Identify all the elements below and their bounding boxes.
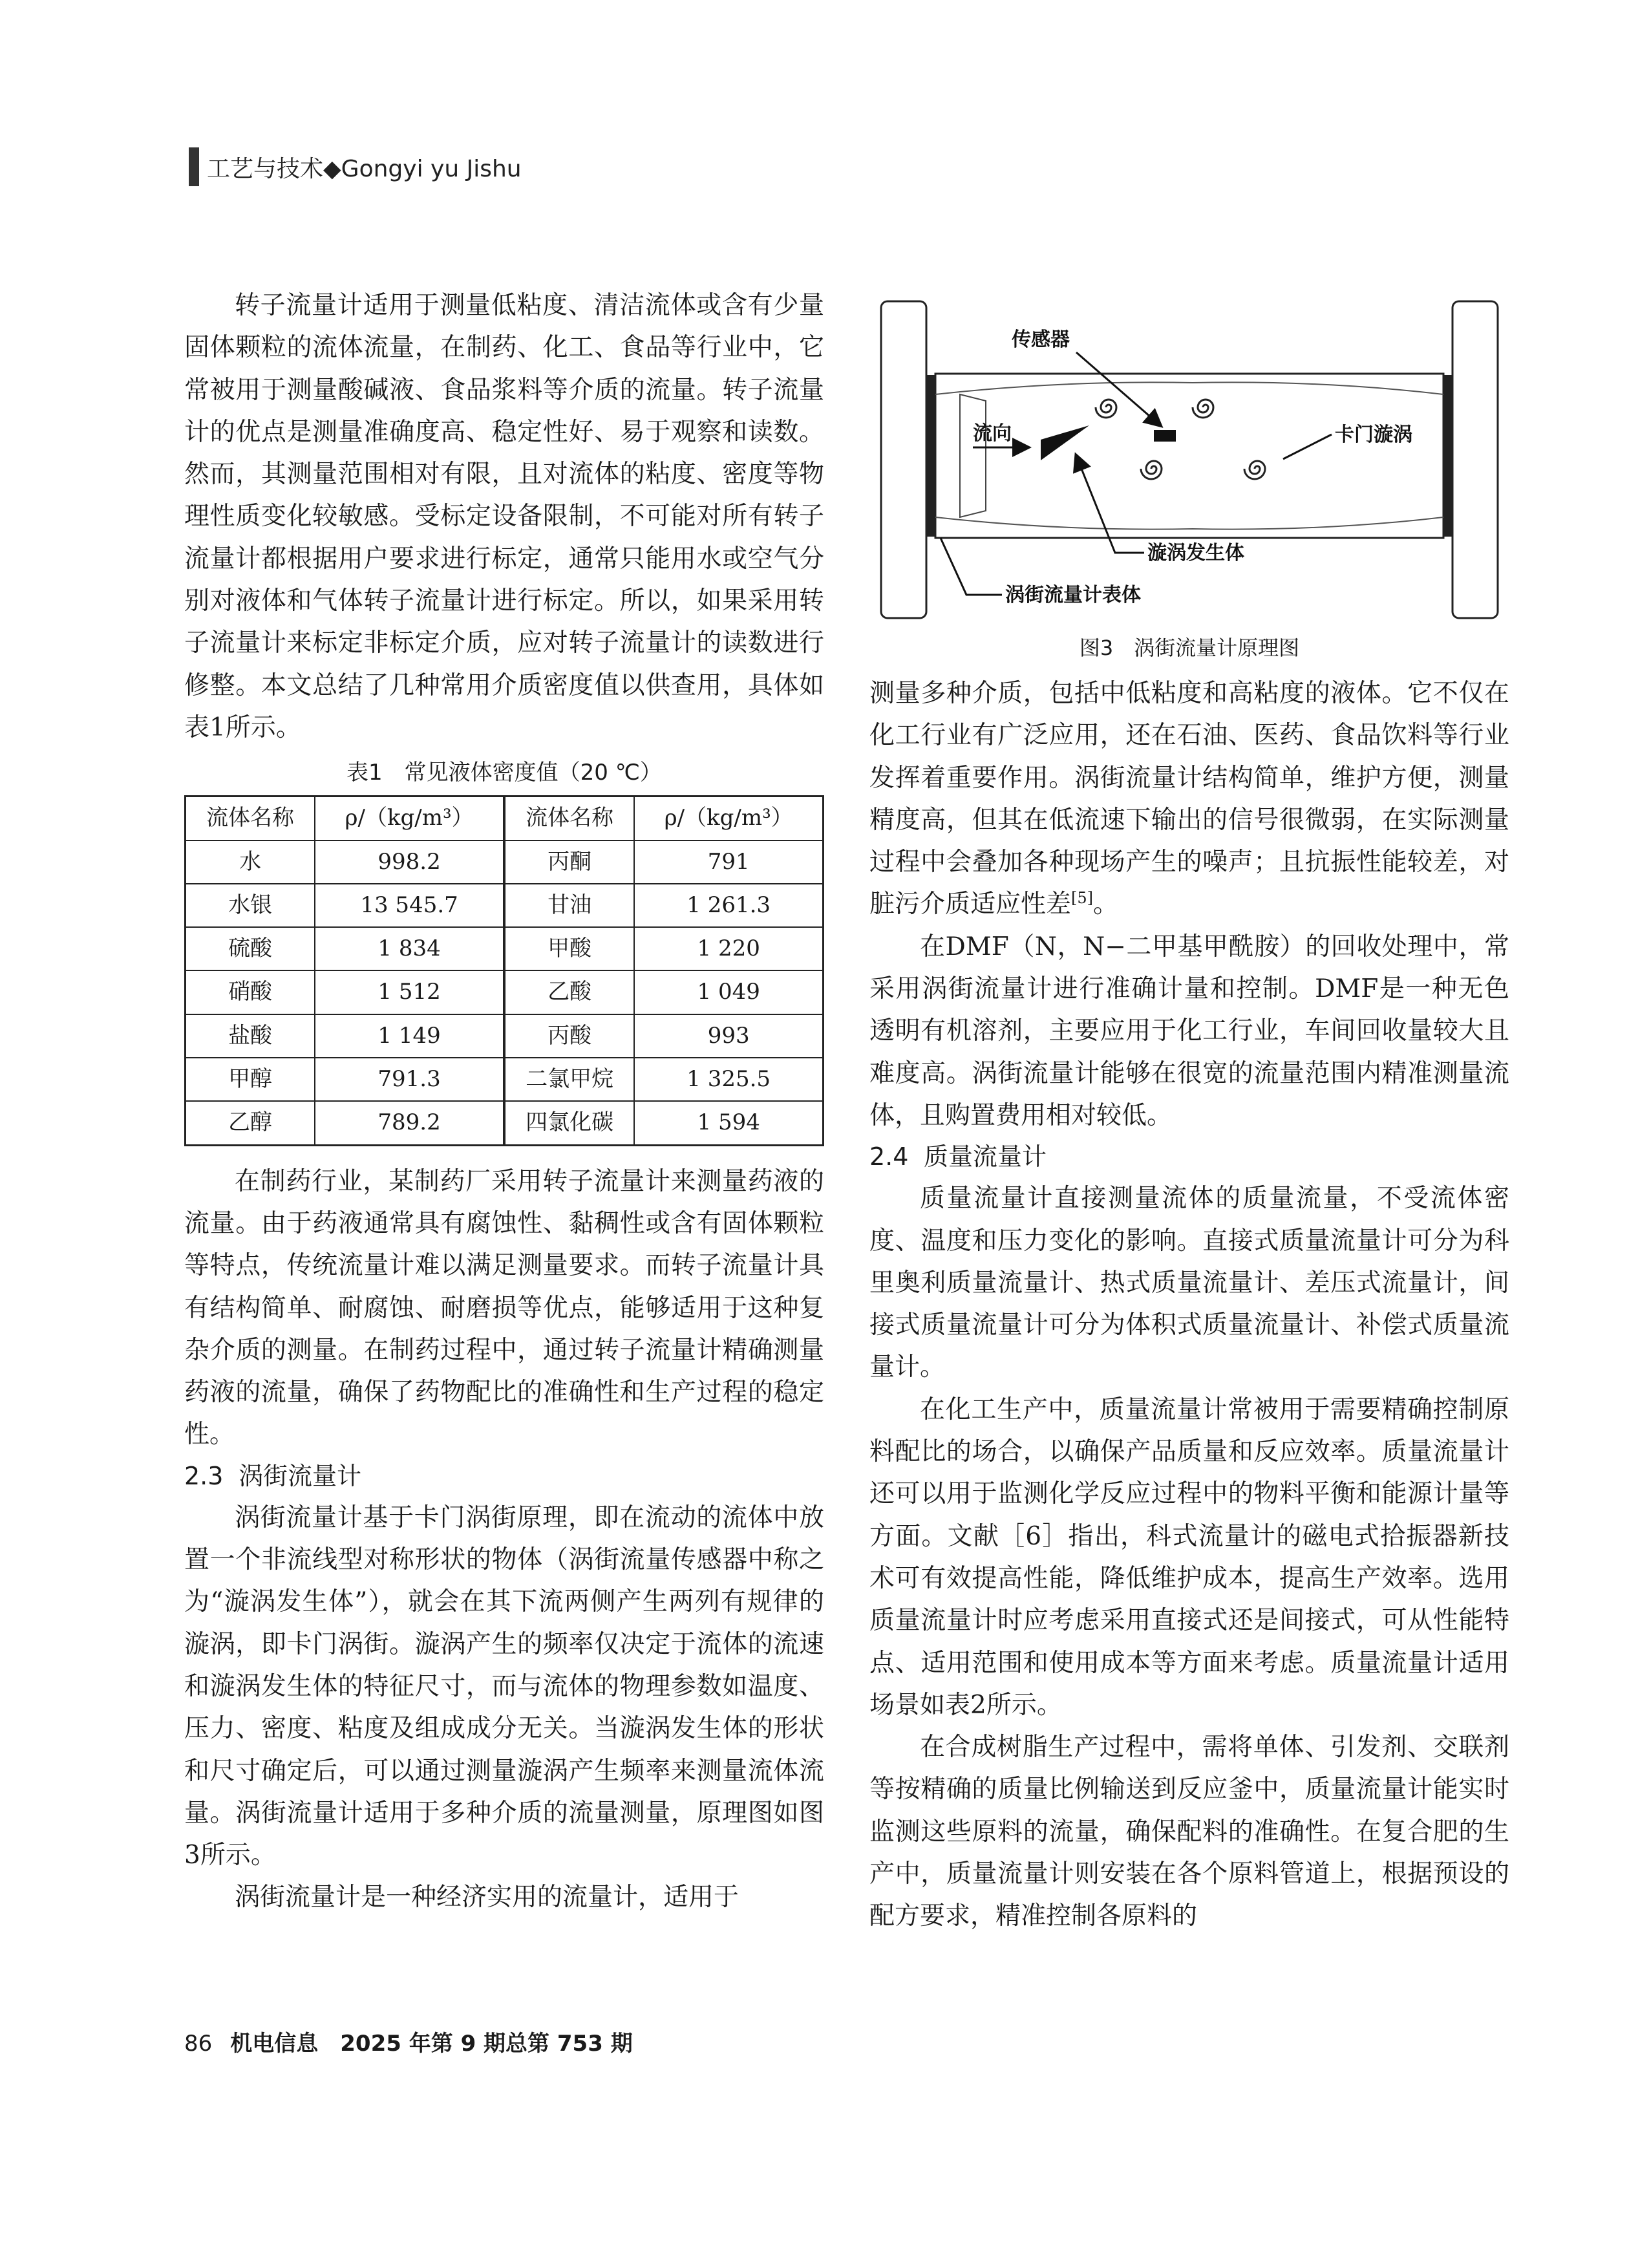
line-body: [941, 538, 1002, 595]
section-number: 2.3: [184, 1461, 224, 1490]
label-flow: 流向: [973, 422, 1012, 445]
table-cell: 水银: [186, 884, 315, 927]
paragraph: 在DMF（N，N−二甲基甲酰胺）的回收处理中，常采用涡街流量计进行准确计量和控制。DMF是一种无色透明有机溶剂，主要应用于化工行业，车间回收量较大且难度高。涡街流量计能够在很宽的流量范围内精准测量流体，且购置费用相对较低。: [869, 932, 1509, 1130]
figure-caption: 图3 涡街流量计原理图: [1079, 636, 1300, 660]
table-cell: 硝酸: [186, 970, 315, 1014]
vortex-flowmeter-diagram: [869, 297, 1509, 621]
table-cell: 791: [634, 840, 823, 884]
table-cell: 993: [634, 1014, 823, 1058]
table-row: [186, 1014, 824, 1058]
table-cell: 水: [186, 840, 315, 884]
table-row: [186, 1101, 824, 1145]
header-bar: [189, 147, 199, 186]
section-number: 2.4: [869, 1142, 909, 1171]
paragraph: 涡街流量计是一种经济实用的流量计，适用于: [235, 1883, 739, 1912]
table-header-row: [186, 797, 824, 840]
table-header-cell: ρ/（kg/m³）: [315, 797, 504, 840]
left-flange: [881, 301, 926, 618]
paragraph: 质量流量计直接测量流体的质量流量，不受流体密度、温度和压力变化的影响。直接式质量流量计可分为科里奥利质量流量计、热式质量流量计、差压式流量计，间接式质量流量计可分为体积式质量流量计、补偿式质量流量计。: [869, 1184, 1509, 1382]
table-cell: 盐酸: [186, 1014, 315, 1058]
table-cell: 1 220: [634, 927, 823, 970]
citation-ref: [5]: [1071, 889, 1094, 908]
table-cell: 1 834: [315, 927, 504, 970]
figure-3: [869, 297, 1509, 667]
left-gasket: [926, 375, 935, 537]
meter-body: [935, 374, 1443, 538]
label-body: 涡街流量计表体: [1005, 584, 1141, 606]
table-cell: 789.2: [315, 1101, 504, 1145]
right-flange: [1452, 301, 1498, 618]
running-header: [189, 147, 522, 186]
table-header-cell: 流体名称: [504, 797, 634, 840]
left-column: [184, 284, 824, 1919]
table-cell: 13 545.7: [315, 884, 504, 927]
label-karman: 卡门漩涡: [1335, 423, 1412, 446]
table-cell: 四氯化碳: [504, 1101, 634, 1145]
table-cell: 1 594: [634, 1101, 823, 1145]
section-heading-2-4: [869, 1137, 1509, 1177]
table-row: [186, 1058, 824, 1101]
section-title: 涡街流量计: [239, 1461, 362, 1490]
table-cell: 1 261.3: [634, 884, 823, 927]
table-cell: 1 325.5: [634, 1058, 823, 1101]
paragraph-text: 测量多种介质，包括中低粘度和高粘度的液体。它不仅在化工行业有广泛应用，还在石油、医药、食品饮料等行业发挥着重要作用。涡街流量计结构简单，维护方便，测量精度高，但其在低流速下输出的信号很微弱，在实际测量过程中会叠加各种现场产生的噪声；且抗振性能较差，对脏污介质适应性差: [869, 679, 1509, 919]
right-gasket: [1443, 375, 1452, 537]
table-cell: 1 049: [634, 970, 823, 1014]
header-text: 工艺与技术◆Gongyi yu Jishu: [207, 155, 522, 182]
paragraph: 在合成树脂生产过程中，需将单体、引发剂、交联剂等按精确的质量比例输送到反应釜中，质量流量计能实时监测这些原料的流量，确保配料的准确性。在复合肥的生产中，质量流量计则安装在各个原料管道上，根据预设的配方要求，精准控制各原料的: [869, 1733, 1509, 1931]
paragraph: 转子流量计适用于测量低粘度、清洁流体或含有少量固体颗粒的流体流量，在制药、化工、食品等行业中，它常被用于测量酸碱液、食品浆料等介质的流量。转子流量计的优点是测量准确度高、稳定性好、易于观察和读数。然而，其测量范围相对有限，且对流体的粘度、密度等物理性质变化较敏感。受标定设备限制，不可能对所有转子流量计都根据用户要求进行标定，通常只能用水或空气分别对液体和气体转子流量计进行标定。所以，如果采用转子流量计来标定非标定介质，应对转子流量计的读数进行修整。本文总结了几种常用介质密度值以供查用，具体如表1所示。: [184, 291, 824, 742]
sensor-shape: [1154, 430, 1176, 442]
paragraph: 在制药行业，某制药厂采用转子流量计来测量药液的流量。由于药液通常具有腐蚀性、黏稠性或含有固体颗粒等特点，传统流量计难以满足测量要求。而转子流量计具有结构简单、耐腐蚀、耐磨损等优点，能够适用于这种复杂介质的测量。在制药过程中，通过转子流量计精确测量药液的流量，确保了药物配比的准确性和生产过程的稳定性。: [184, 1166, 824, 1450]
table-cell: 乙醇: [186, 1101, 315, 1145]
label-generator: 漩涡发生体: [1147, 542, 1244, 564]
table-cell: 硫酸: [186, 927, 315, 970]
page-number: 86: [184, 2031, 213, 2057]
table-cell: 1 149: [315, 1014, 504, 1058]
paragraph: 涡街流量计基于卡门涡街原理，即在流动的流体中放置一个非流线型对称形状的物体（涡街流量传感器中称之为“漩涡发生体”），就会在其下流两侧产生两列有规律的漩涡，即卡门涡街。漩涡产生的频率仅决定于流体的流速和漩涡发生体的特征尺寸，而与流体的物理参数如温度、压力、密度、粘度及组成成分无关。当漩涡发生体的形状和尺寸确定后，可以通过测量漩涡产生频率来测量流体流量。涡街流量计适用于多种介质的流量测量，原理图如图3所示。: [184, 1503, 824, 1870]
section-heading-2-3: [184, 1456, 824, 1497]
table-row: [186, 970, 824, 1014]
table-cell: 甲醇: [186, 1058, 315, 1101]
inlet-cut: [960, 394, 986, 517]
table-cell: 丙酸: [504, 1014, 634, 1058]
table-cell: 甘油: [504, 884, 634, 927]
density-table: [184, 795, 824, 1146]
page-footer: [184, 2026, 633, 2057]
table-row: [186, 840, 824, 884]
table-row: [186, 927, 824, 970]
table-header-cell: 流体名称: [186, 797, 315, 840]
paragraph: [869, 672, 1509, 926]
table-cell: 丙酮: [504, 840, 634, 884]
table-cell: 791.3: [315, 1058, 504, 1101]
table-cell: 乙酸: [504, 970, 634, 1014]
label-sensor: 传感器: [1012, 328, 1070, 351]
paragraph: 在化工生产中，质量流量计常被用于需要精确控制原料配比的场合，以确保产品质量和反应效率。质量流量计还可以用于监测化学反应过程中的物料平衡和能源计量等方面。文献［6］指出，科式流量计的磁电式拾振器新技术可有效提高性能，降低维护成本，提高生产效率。选用质量流量计时应考虑采用直接式还是间接式，可从性能特点、适用范围和使用成本等方面来考虑。质量流量计适用场景如表2所示。: [869, 1395, 1509, 1720]
table-cell: 998.2: [315, 840, 504, 884]
table-header-cell: ρ/（kg/m³）: [634, 797, 823, 840]
paragraph-end: 。: [1093, 890, 1119, 919]
table-cell: 甲酸: [504, 927, 634, 970]
right-column: [869, 672, 1509, 1938]
section-title: 质量流量计: [924, 1142, 1047, 1171]
table-cell: 1 512: [315, 970, 504, 1014]
table1-caption: 表1 常见液体密度值（20 ℃）: [346, 760, 662, 786]
journal-info: 机电信息 2025 年第 9 期总第 753 期: [230, 2031, 633, 2057]
table-row: [186, 884, 824, 927]
table-cell: 二氯甲烷: [504, 1058, 634, 1101]
